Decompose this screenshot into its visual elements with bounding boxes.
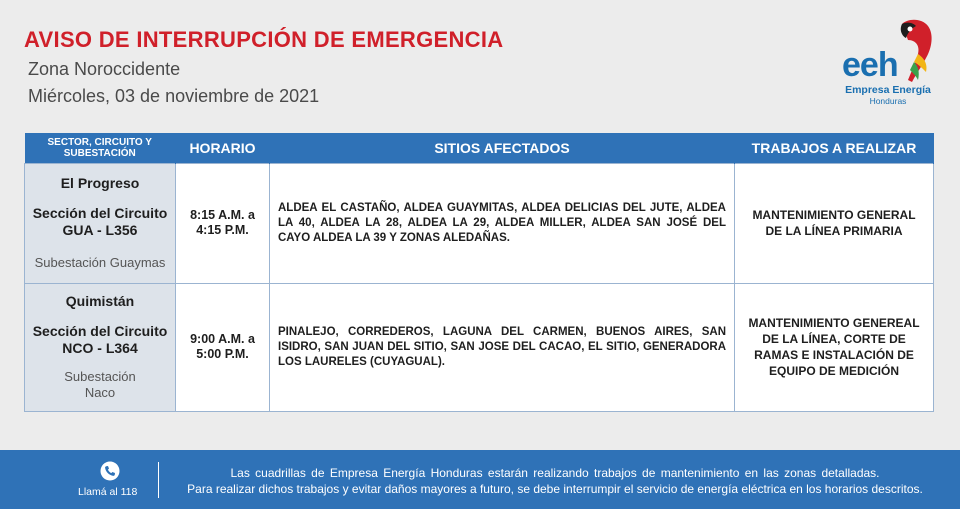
date-label: Miércoles, 03 de noviembre de 2021	[28, 86, 320, 106]
logo-country: Honduras	[869, 96, 907, 106]
footer-divider	[158, 462, 159, 498]
time-end: 4:15 P.M.	[196, 223, 249, 237]
circuit-label: Sección del Circuito	[32, 205, 168, 221]
trabajos-cell: MANTENIMIENTO GENEREAL DE LA LÍNEA, CORTE DE RAMAS E INSTALACIÓN DE EQUIPO DE MEDICIÓN	[735, 283, 934, 411]
table-row	[25, 163, 934, 283]
substation-line1: Subestación	[64, 369, 136, 384]
substation	[29, 255, 171, 271]
circuit-code: NCO - L364	[62, 340, 138, 356]
table-header-row	[25, 133, 934, 163]
interruption-table	[24, 133, 934, 412]
circuit-label: Sección del Circuito	[32, 323, 168, 339]
header-horario: HORARIO	[176, 133, 270, 163]
phone-label: Llamá al 118	[78, 486, 138, 498]
sector-town: El Progreso	[60, 175, 140, 191]
logo-wordmark: eeh	[842, 46, 898, 84]
circuit-code: GUA - L356	[62, 222, 138, 238]
footer-banner	[0, 450, 960, 509]
phone-icon[interactable]	[100, 461, 120, 481]
page-title: AVISO DE INTERRUPCIÓN DE EMERGENCIA	[24, 27, 504, 52]
horario-cell	[176, 283, 270, 411]
sector-cell	[25, 283, 176, 411]
time-end: 5:00 P.M.	[196, 347, 249, 361]
substation-line1: Subestación Guaymas	[34, 255, 166, 270]
logo-company-name: Empresa Energía	[845, 84, 931, 96]
header-sitios: SITIOS AFECTADOS	[270, 133, 735, 163]
trabajos-cell: MANTENIMIENTO GENERAL DE LA LÍNEA PRIMARIA	[735, 163, 934, 283]
footer-notice-line2: Para realizar dichos trabajos y evitar daños mayores a futuro, se debe interrumpir el servicio de energía eléctrica en los horarios descritos.	[187, 482, 923, 496]
substation	[29, 369, 171, 401]
header-sector: SECTOR, CIRCUITO Y SUBESTACIÓN	[25, 133, 176, 163]
sector-cell	[25, 163, 176, 283]
sector-town: Quimistán	[65, 293, 135, 309]
circuit-section	[29, 205, 171, 239]
horario-cell	[176, 163, 270, 283]
time-start: 9:00 A.M. a	[190, 332, 255, 346]
footer-notice-line1: Las cuadrillas de Empresa Energía Honduras estarán realizando trabajos de mantenimiento en las zonas detalladas.	[230, 466, 880, 480]
header-trabajos: TRABAJOS A REALIZAR	[735, 133, 934, 163]
time-start: 8:15 A.M. a	[190, 208, 255, 222]
eeh-logo	[838, 18, 938, 108]
circuit-section	[29, 323, 171, 357]
sitios-cell: ALDEA EL CASTAÑO, ALDEA GUAYMITAS, ALDEA DELICIAS DEL JUTE, ALDEA LA 40, ALDEA LA 28, ALDEA LA 29, ALDEA MILLER, ALDEA SAN JOSÉ DEL CAYO ALDEA LA 39 Y ZONAS ALEDAÑAS.	[270, 163, 735, 283]
sitios-cell: PINALEJO, CORREDEROS, LAGUNA DEL CARMEN, BUENOS AIRES, SAN ISIDRO, SAN JUAN DEL SITIO, SAN JOSE DEL CACAO, EL SITIO, GENERADORA LOS LAURELES (CUYAGUAL).	[270, 283, 735, 411]
table-row	[25, 283, 934, 411]
zone-label: Zona Noroccidente	[28, 59, 181, 79]
substation-line2: Naco	[84, 385, 116, 400]
